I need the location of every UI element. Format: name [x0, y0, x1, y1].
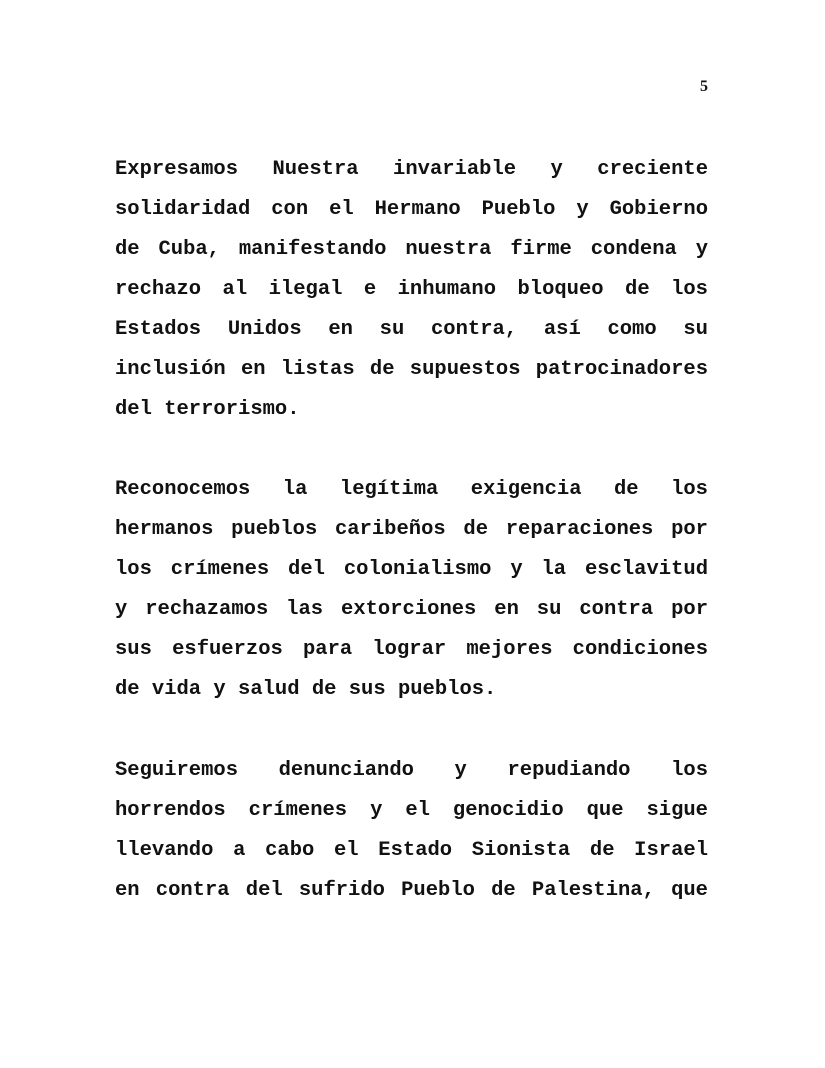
- text-line: y rechazamos las extorciones en su contra por: [115, 598, 708, 621]
- text-line: de Cuba, manifestando nuestra firme condena y: [115, 238, 708, 261]
- paragraph-palestine: [115, 751, 708, 911]
- paragraph-cuba-solidarity: [115, 150, 708, 430]
- text-line: Seguiremos denunciando y repudiando los: [115, 759, 708, 782]
- text-line: solidaridad con el Hermano Pueblo y Gobierno: [115, 198, 708, 221]
- text-line: llevando a cabo el Estado Sionista de Israel: [115, 839, 708, 862]
- text-line: Reconocemos la legítima exigencia de los: [115, 478, 708, 501]
- text-line: en contra del sufrido Pueblo de Palestina, que: [115, 879, 708, 902]
- text-line: inclusión en listas de supuestos patrocinadores: [115, 358, 708, 381]
- text-line: rechazo al ilegal e inhumano bloqueo de los: [115, 278, 708, 301]
- text-line: los crímenes del colonialismo y la esclavitud: [115, 558, 708, 581]
- text-line: Estados Unidos en su contra, así como su: [115, 318, 708, 341]
- text-line: sus esfuerzos para lograr mejores condiciones: [115, 638, 708, 661]
- text-line: horrendos crímenes y el genocidio que sigue: [115, 799, 708, 822]
- paragraph-caribbean-reparations: [115, 470, 708, 710]
- text-line: Expresamos Nuestra invariable y creciente: [115, 158, 708, 181]
- text-line: de vida y salud de sus pueblos.: [115, 678, 497, 701]
- text-line: del terrorismo.: [115, 398, 300, 421]
- text-line: hermanos pueblos caribeños de reparaciones por: [115, 518, 708, 541]
- page-number: 5: [700, 78, 708, 95]
